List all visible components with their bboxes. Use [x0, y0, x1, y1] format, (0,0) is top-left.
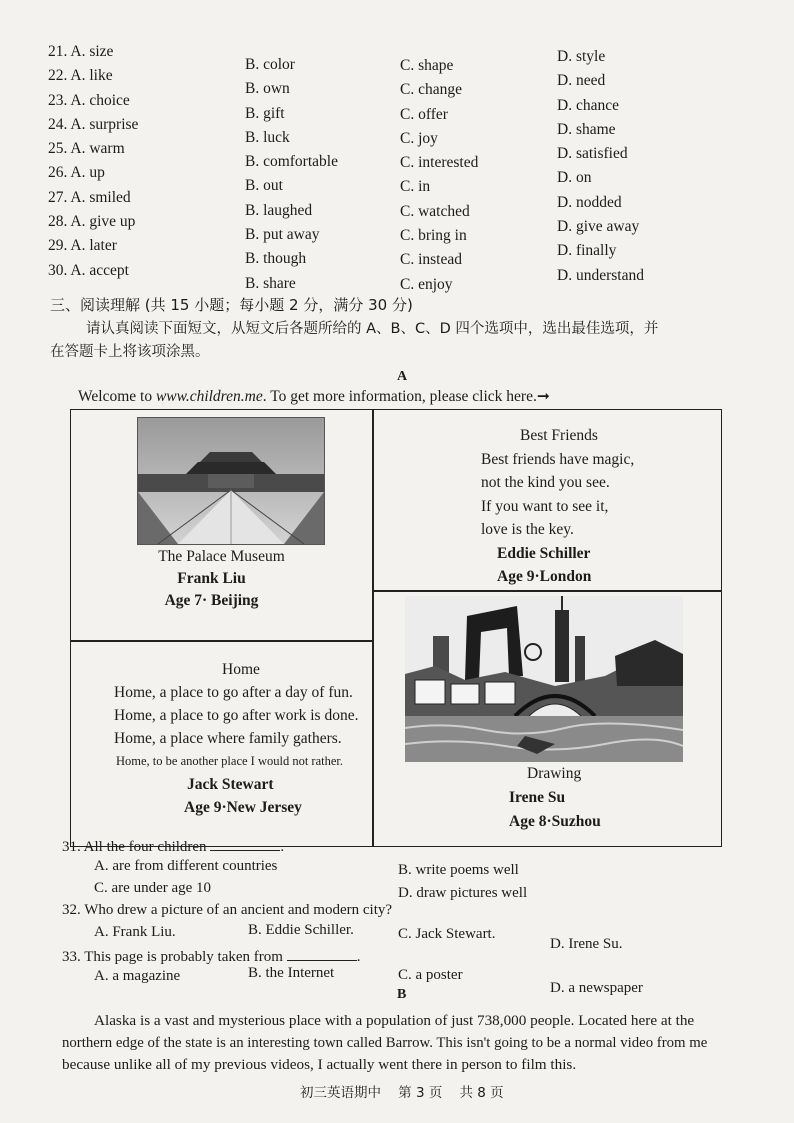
option-a-26: 26. A. up — [48, 164, 105, 182]
question-33-suffix: . — [356, 949, 361, 965]
eddie-schiller-name: Eddie Schiller — [497, 544, 591, 562]
eddie-schiller-info: Age 9·London — [497, 568, 592, 585]
options-column-d — [557, 45, 644, 288]
option-c-25: C. interested — [400, 154, 479, 172]
passage-a-table — [70, 409, 722, 847]
home-line-4: Home, to be another place I would not rather. — [116, 754, 344, 768]
question-31 — [62, 836, 284, 856]
question-32-option-c[interactable]: C. Jack Stewart. — [398, 926, 496, 942]
best-friends-line-4: love is the key. — [481, 521, 574, 538]
option-b-21: B. color — [245, 56, 295, 73]
cell-palace-museum — [71, 410, 372, 640]
cell-best-friends — [373, 410, 721, 590]
cell-drawing — [373, 592, 721, 846]
option-b-24: B. luck — [245, 128, 290, 146]
question-31-suffix: . — [280, 839, 285, 855]
option-a-23: 23. A. choice — [48, 91, 130, 109]
section-title: 三、阅读理解 (共 15 小题；每小题 2 分，满分 30 分) — [50, 296, 413, 314]
question-31-option-d[interactable]: D. draw pictures well — [398, 885, 528, 901]
question-32-option-d[interactable]: D. Irene Su. — [550, 936, 623, 952]
option-c-27: C. watched — [400, 202, 470, 220]
option-c-22: C. change — [400, 81, 462, 99]
option-c-26: C. in — [400, 178, 431, 196]
option-a-29: 29. A. later — [48, 237, 117, 255]
irene-su-name: Irene Su — [509, 789, 566, 806]
website-url[interactable]: www.children.me — [155, 388, 263, 405]
option-b-30: B. share — [245, 274, 296, 292]
question-31-stem: 31. All the four children — [62, 839, 207, 855]
page-footer: 初三英语期中 第 3 页 共 8 页 — [300, 1085, 504, 1101]
option-d-21: D. style — [557, 48, 606, 65]
home-line-1: Home, a place to go after a day of fun. — [114, 684, 353, 701]
passage-a-intro — [78, 387, 550, 406]
question-32-stem: 32. Who drew a picture of an ancient and modern city? — [62, 902, 393, 918]
passage-b-line-2: northern edge of the state is an interesting town called Barrow. This isn't going to be a normal video from me — [62, 1035, 708, 1051]
option-d-26: D. on — [557, 169, 592, 187]
option-a-22: 22. A. like — [48, 67, 113, 85]
drawing-photo — [405, 596, 683, 762]
irene-su-info: Age 8·Suzhou — [509, 813, 601, 830]
passage-b-line-1: Alaska is a vast and mysterious place with a population of just 738,000 people. Located here at the — [94, 1012, 695, 1029]
passage-b-label: B — [397, 987, 407, 1002]
palace-museum-image — [138, 418, 324, 544]
palace-museum-photo — [137, 417, 325, 545]
option-d-23: D. chance — [557, 96, 619, 114]
instruction-line-2: 在答题卡上将该项涂黑。 — [50, 344, 210, 360]
option-a-25: 25. A. warm — [48, 140, 125, 158]
arrow-right-icon[interactable]: ➞ — [536, 388, 550, 405]
option-a-27: 27. A. smiled — [48, 188, 131, 206]
question-32-option-a[interactable]: A. Frank Liu. — [94, 924, 176, 940]
option-d-25: D. satisfied — [557, 145, 628, 163]
question-33-option-b[interactable]: B. the Internet — [248, 965, 335, 981]
question-33 — [62, 946, 360, 966]
best-friends-line-3: If you want to see it, — [481, 497, 609, 515]
frank-liu-info: Age 7· Beijing — [164, 592, 259, 609]
home-title: Home — [222, 661, 260, 678]
intro-prefix: Welcome to — [78, 388, 156, 405]
option-b-29: B. though — [245, 250, 307, 268]
instruction-line-1: 请认真阅读下面短文，从短文后各题所给的 A、B、C、D 四个选项中，选出最佳选项，并 — [86, 321, 659, 337]
option-a-30: 30. A. accept — [48, 261, 129, 279]
option-a-24: 24. A. surprise — [48, 115, 139, 133]
option-d-22: D. need — [557, 72, 606, 90]
jack-stewart-info: Age 9·New Jersey — [184, 799, 302, 816]
options-column-a — [48, 40, 138, 283]
option-c-28: C. bring in — [400, 227, 467, 245]
passage-b-line-3: because unlike all of my previous videos, I actually went there in person to film this. — [62, 1056, 577, 1073]
option-d-28: D. give away — [557, 218, 640, 236]
option-c-24: C. joy — [400, 129, 438, 147]
options-column-b — [245, 53, 338, 296]
intro-suffix: . To get more information, please click here. — [262, 388, 537, 405]
home-line-2: Home, a place to go after work is done. — [114, 707, 359, 724]
option-b-28: B. put away — [245, 226, 320, 244]
best-friends-line-2: not the kind you see. — [481, 474, 610, 491]
options-column-c — [400, 54, 478, 297]
frank-liu-name: Frank Liu — [177, 570, 246, 587]
best-friends-line-1: Best friends have magic, — [481, 450, 635, 468]
home-line-3: Home, a place where family gathers. — [114, 730, 342, 747]
question-33-stem: 33. This page is probably taken from — [62, 949, 283, 965]
palace-museum-caption: The Palace Museum — [158, 548, 285, 565]
cell-home — [71, 642, 372, 846]
answer-blank — [210, 836, 280, 851]
jack-stewart-name: Jack Stewart — [187, 776, 274, 793]
option-c-30: C. enjoy — [400, 275, 453, 293]
option-d-29: D. finally — [557, 242, 617, 260]
answer-blank — [287, 946, 357, 961]
option-d-27: D. nodded — [557, 193, 622, 211]
question-31-option-b[interactable]: B. write poems well — [398, 862, 519, 878]
option-b-23: B. gift — [245, 104, 285, 122]
question-32-option-b[interactable]: B. Eddie Schiller. — [248, 922, 354, 938]
question-31-option-c[interactable]: C. are under age 10 — [94, 880, 212, 896]
city-drawing-image — [405, 596, 683, 762]
option-c-23: C. offer — [400, 105, 448, 123]
option-a-21: 21. A. size — [48, 43, 114, 60]
option-b-25: B. comfortable — [245, 153, 338, 171]
option-d-24: D. shame — [557, 120, 616, 138]
question-33-option-c[interactable]: C. a poster — [398, 967, 463, 983]
option-b-22: B. own — [245, 80, 290, 98]
question-33-option-d[interactable]: D. a newspaper — [550, 980, 643, 996]
question-33-option-a[interactable]: A. a magazine — [94, 968, 181, 984]
option-b-26: B. out — [245, 177, 283, 195]
passage-a-label: A — [397, 369, 408, 384]
best-friends-title: Best Friends — [520, 427, 598, 444]
option-c-29: C. instead — [400, 251, 462, 269]
drawing-caption: Drawing — [527, 765, 582, 782]
option-d-30: D. understand — [557, 266, 644, 284]
option-c-21: C. shape — [400, 57, 454, 74]
option-a-28: 28. A. give up — [48, 213, 136, 231]
option-b-27: B. laughed — [245, 201, 313, 219]
question-31-option-a[interactable]: A. are from different countries — [94, 858, 278, 874]
